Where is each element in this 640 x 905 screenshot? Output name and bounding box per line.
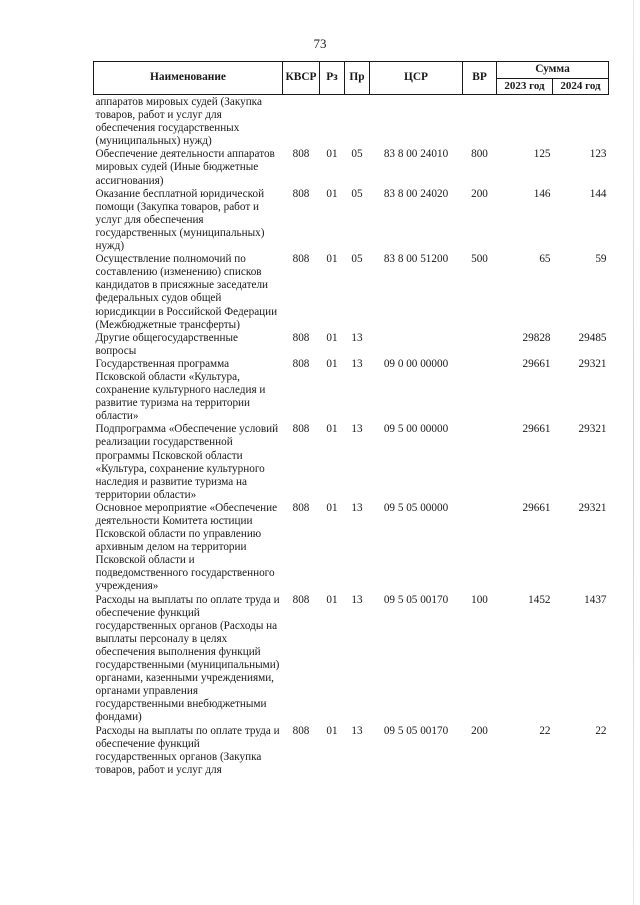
table-row (94, 594, 609, 725)
row-vr: 100 (471, 593, 488, 606)
row-sum-2023: 22 (539, 724, 551, 737)
row-kvsr: 808 (292, 148, 310, 161)
row-csr (370, 332, 463, 358)
header-csr: ЦСР (370, 62, 463, 95)
row-vr: 500 (471, 253, 488, 266)
row-name: Расходы на выплаты по оплате труда и обеспечение функций государственных органов (Закупка товаров, работ и услуг для (95, 724, 280, 776)
row-csr: 83 8 00 24020 (383, 187, 449, 200)
row-csr: 09 5 05 00000 (383, 501, 449, 514)
row-csr: 83 8 00 24010 (383, 148, 449, 161)
row-pr (345, 95, 370, 149)
row-name: Основное мероприятие «Обеспечение деятельности Комитета юстиции Псковской области по управлению архивным делом на территории Псковской области и подведомственного государственного учреждения» (95, 501, 278, 593)
row-name: аппаратов мировых судей (Закупка товаров, работ и услуг для обеспечения государственных (муниципальных) нужд) (95, 96, 262, 148)
header-pr: Пр (345, 62, 370, 95)
row-vr (463, 332, 497, 358)
row-kvsr: 808 (292, 501, 310, 514)
row-sum-2024: 29485 (578, 331, 607, 344)
table-row (94, 253, 609, 332)
row-pr: 05 (351, 148, 363, 161)
header-sum: Сумма (497, 62, 609, 79)
row-kvsr: 808 (292, 253, 310, 266)
table-row (94, 95, 609, 149)
row-rz: 01 (326, 148, 338, 161)
table-row (94, 725, 609, 777)
row-vr: 800 (471, 148, 488, 161)
row-sum-2023: 1452 (528, 593, 551, 606)
budget-table (93, 61, 609, 777)
row-vr: 200 (471, 724, 488, 737)
row-sum-2023: 125 (533, 148, 551, 161)
table-row (94, 148, 609, 187)
row-csr: 83 8 00 51200 (383, 253, 449, 266)
row-name: Обеспечение деятельности аппаратов мировых судей (Иные бюджетные ассигнования) (95, 148, 275, 187)
row-pr: 13 (351, 724, 363, 737)
row-kvsr: 808 (292, 593, 310, 606)
row-csr: 09 5 05 00170 (383, 593, 449, 606)
row-sum-2023: 65 (539, 253, 551, 266)
row-rz: 01 (326, 253, 338, 266)
row-csr: 09 5 00 00000 (383, 423, 449, 436)
row-kvsr: 808 (292, 187, 310, 200)
table-header (94, 62, 609, 95)
header-name: Наименование (94, 62, 283, 95)
page-number: 73 (313, 36, 327, 51)
row-sum-2023: 29661 (522, 357, 551, 370)
row-kvsr: 808 (292, 357, 310, 370)
row-sum-2024: 22 (595, 724, 607, 737)
row-rz: 01 (326, 593, 338, 606)
row-kvsr (283, 95, 320, 149)
row-rz: 01 (326, 357, 338, 370)
row-pr: 13 (351, 593, 363, 606)
row-sum-2024: 1437 (584, 593, 607, 606)
row-vr (463, 423, 497, 502)
row-kvsr: 808 (292, 423, 310, 436)
header-kvsr: КВСР (283, 62, 320, 95)
row-csr (370, 95, 463, 149)
row-pr: 05 (351, 187, 363, 200)
row-pr: 13 (351, 331, 363, 344)
header-2023: 2023 год (497, 78, 553, 95)
row-name: Подпрограмма «Обеспечение условий реализации государственной программы Псковской области «Культура, сохранение культурного наследия и развитие туризма на территории области» (95, 423, 279, 501)
header-vr: ВР (463, 62, 497, 95)
row-rz: 01 (326, 724, 338, 737)
row-rz: 01 (326, 501, 338, 514)
table-body (94, 95, 609, 777)
row-sum-2024: 144 (589, 187, 607, 200)
table-row (94, 502, 609, 594)
row-csr: 09 0 00 00000 (383, 357, 449, 370)
scan-edge-shadow (633, 0, 634, 905)
row-vr: 200 (471, 187, 488, 200)
row-pr: 13 (351, 501, 363, 514)
table-row (94, 423, 609, 502)
row-name: Государственная программа Псковской области «Культура, сохранение культурного наследия и развитие туризма на территории области» (95, 357, 266, 423)
row-vr (463, 358, 497, 423)
row-sum-2023: 29828 (522, 331, 551, 344)
row-kvsr: 808 (292, 331, 310, 344)
row-rz: 01 (326, 423, 338, 436)
row-pr: 05 (351, 253, 363, 266)
row-sum-2024: 29321 (578, 423, 607, 436)
row-sum-2023: 29661 (522, 423, 551, 436)
row-sum-2024: 123 (589, 148, 607, 161)
row-kvsr: 808 (292, 724, 310, 737)
row-sum-2024: 59 (595, 253, 607, 266)
header-rz: Рз (320, 62, 345, 95)
row-name: Осуществление полномочий по составлению (изменению) списков кандидатов в присяжные заседатели федеральных судов общей юрисдикции в Российской Федерации (Межбюджетные трансферты) (95, 253, 278, 331)
row-sum-2023: 29661 (522, 501, 551, 514)
row-pr: 13 (351, 423, 363, 436)
row-sum-2023: 146 (533, 187, 551, 200)
row-csr: 09 5 05 00170 (383, 724, 449, 737)
row-name: Другие общегосударственные вопросы (95, 331, 239, 357)
table-row (94, 332, 609, 358)
row-pr: 13 (351, 357, 363, 370)
row-sum-2023 (497, 95, 553, 149)
row-vr (463, 95, 497, 149)
table-row (94, 358, 609, 423)
row-sum-2024 (553, 95, 609, 149)
header-2024: 2024 год (553, 78, 609, 95)
row-name: Расходы на выплаты по оплате труда и обеспечение функций государственных органов (Расходы на выплаты персоналу в целях обеспечения выполнения функций государственными (муниципальными) органами, казенными учреждениями, органами управления государственными внебюджетными фондами) (95, 593, 280, 724)
row-rz: 01 (326, 187, 338, 200)
row-sum-2024: 29321 (578, 501, 607, 514)
table-row (94, 188, 609, 253)
row-vr (463, 502, 497, 594)
row-rz (320, 95, 345, 149)
row-sum-2024: 29321 (578, 357, 607, 370)
row-name: Оказание бесплатной юридической помощи (Закупка товаров, работ и услуг для обеспечения государственных (муниципальных) нужд) (95, 187, 265, 253)
row-rz: 01 (326, 331, 338, 344)
